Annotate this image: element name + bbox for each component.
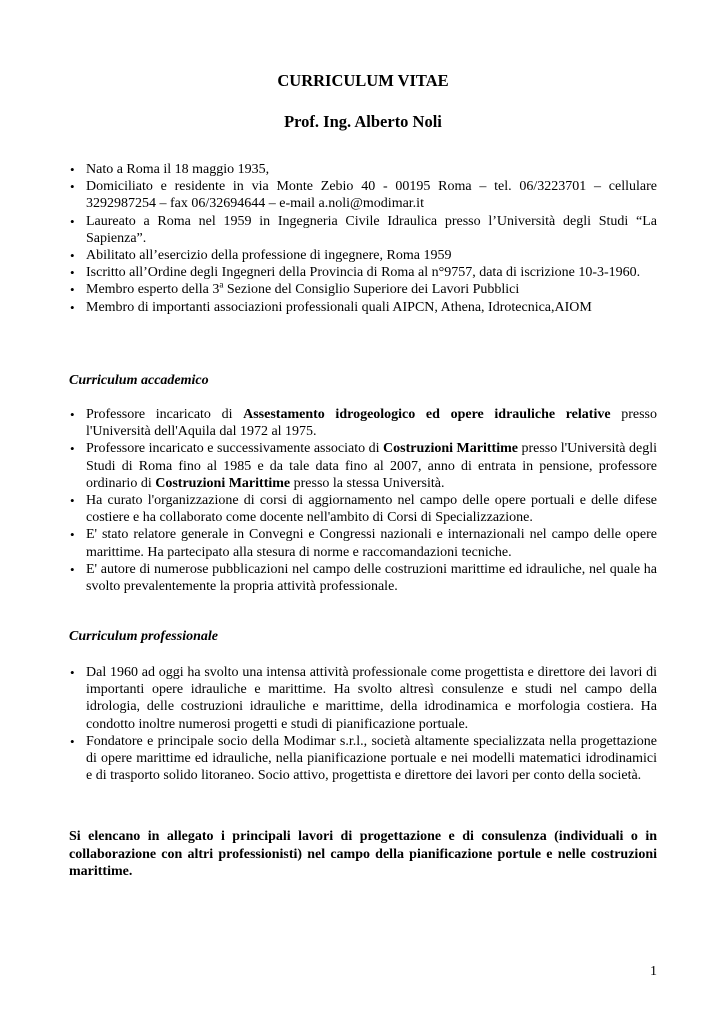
personal-info-list [69, 161, 657, 316]
document-title: CURRICULUM VITAE [277, 71, 449, 90]
list-item [69, 281, 657, 298]
list-item: • Ha curato l'organizzazione di corsi di aggiornamento nel campo delle opere portuali e delle difese costiere e ha collaborato come docente nell'ambito di Corsi di Specializzazione. [69, 492, 657, 526]
list-item: • Fondatore e principale socio della Modimar s.r.l., società altamente specializzata nella progettazione di opere marittime ed idrauliche, nella pianificazione portuale e nei modelli matematici idrodinamici e di trasporto solido litoraneo. Socio attivo, progettista e direttore dei lavori per conto della società. [69, 733, 657, 785]
list-item: • Membro di importanti associazioni professionali quali AIPCN, Athena, Idrotecnica,AIOM [69, 299, 657, 316]
list-item-text: Membro esperto della 3 [86, 282, 220, 298]
list-item-text: presso l'Università dell'Aquila dal 1972 al 1975. [86, 407, 657, 440]
list-item: • Dal 1960 ad oggi ha svolto una intensa attività professionale come progettista e direttore dei lavori di importanti opere idrauliche e marittime. Ha svolto altresì consulenze e studi nel campo della idrologia, delle costruzioni idrauliche e marittime, della idrodinamica e morfologia costiera. Ha condotto inoltre numerosi progetti e studi di pianificazione portuale. [69, 664, 657, 733]
list-item: • Domiciliato e residente in via Monte Zebio 40 - 00195 Roma – tel. 06/3223701 – cellulare 3292987254 – fax 06/32694644 – e-mail a.noli@modimar.it [69, 178, 657, 212]
person-name: Prof. Ing. Alberto Noli [284, 112, 442, 131]
list-item [69, 406, 657, 440]
academic-list [69, 406, 657, 595]
list-item: • E' autore di numerose pubblicazioni nel campo delle costruzioni marittime ed idrauliche, nel quale ha svolto prevalentemente la propria attività professionale. [69, 561, 657, 595]
list-item-text: Sezione del Consiglio Superiore dei Lavori Pubblici [223, 282, 520, 298]
list-item: • Abilitato all’esercizio della professione di ingegnere, Roma 1959 [69, 247, 657, 264]
section-heading-academic: Curriculum accademico [69, 373, 209, 388]
section-heading-professional: Curriculum professionale [69, 629, 218, 644]
list-item-text: Professore incaricato e successivamente associato di [86, 441, 384, 457]
list-item: • Iscritto all’Ordine degli Ingegneri della Provincia di Roma al n°9757, data di iscrizione 10-3-1960. [69, 264, 657, 281]
superscript: a [219, 279, 224, 290]
list-item [69, 440, 657, 492]
list-item-text: presso la stessa Università. [290, 475, 445, 491]
bold-text: Assestamento idrogeologico ed opere idrauliche relative [243, 407, 611, 422]
list-item: • E' stato relatore generale in Convegni e Congressi nazionali e internazionali nel campo delle opere marittime. Ha partecipato alla stesura di norme e raccomandazioni tecniche. [69, 526, 657, 560]
closing-paragraph: Si elencano in allegato i principali lavori di progettazione e di consulenza (individuali o in collaborazione con altri professionisti) nel campo della pianificazione portule e nelle costruzioni marittime. [69, 829, 657, 879]
list-item: • Nato a Roma il 18 maggio 1935, [69, 161, 657, 178]
list-item: • Laureato a Roma nel 1959 in Ingegneria Civile Idraulica presso l’Università degli Studi “La Sapienza”. [69, 213, 657, 247]
bold-text: Costruzioni Marittime [383, 441, 518, 457]
list-item-text: presso l'Università degli Studi di Roma fino al 1985 e da tale data fino al 2007, anno di entrata in pensione, professore ordinario di [86, 441, 657, 491]
bold-text: Costruzioni Marittime [155, 475, 291, 491]
page-number: 1 [650, 964, 657, 979]
list-item-text: Professore incaricato di [86, 407, 244, 422]
professional-list [69, 664, 657, 784]
